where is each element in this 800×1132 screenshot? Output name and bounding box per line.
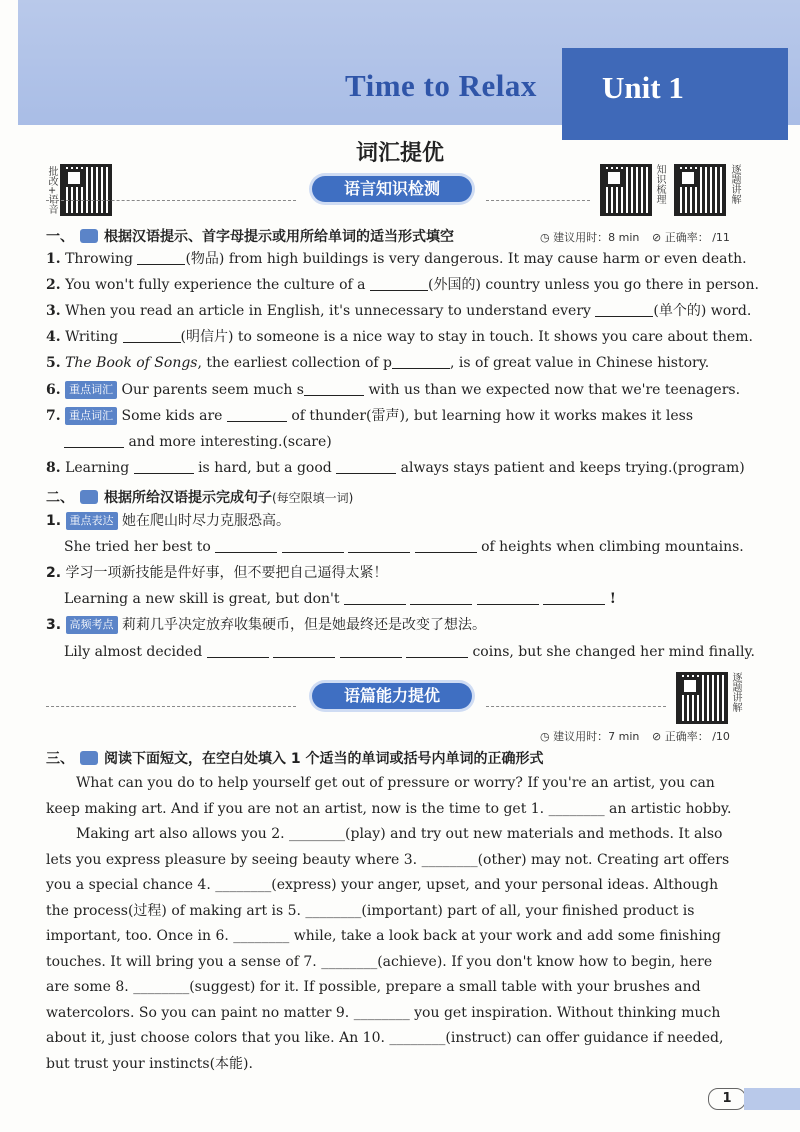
divider xyxy=(46,200,296,201)
passage-line: about it, just choose colors that you like. An 10. ________(instruct) can offer guidance if needed, xyxy=(46,1030,724,1046)
qr-code-icon[interactable] xyxy=(60,164,112,216)
part1-time: ◷ 建议用时：8 min xyxy=(540,231,640,244)
list-item: 1. Throwing (物品) from high buildings is very dangerous. It may cause harm or even death. xyxy=(46,251,747,267)
list-item: 7. 重点词汇 Some kids are of thunder(雷声), but learning how it works makes it less xyxy=(46,408,694,424)
banner-language-check: 语言知识检测 xyxy=(312,176,472,202)
answer-blank[interactable] xyxy=(370,276,428,291)
part2-heading: 二、 根据所给汉语提示完成句子(每空限填一词) xyxy=(46,490,354,506)
passage-line: you a special chance 4. ________(express) your anger, upset, and your personal ideas. Although xyxy=(46,877,719,893)
star-icon xyxy=(80,229,98,243)
passage-line: Making art also allows you 2. ________(play) and try out new materials and methods. It also xyxy=(76,826,723,842)
answer-blank[interactable] xyxy=(477,590,539,605)
answer-blank[interactable] xyxy=(64,433,124,448)
section-title: 词汇提优 xyxy=(355,141,444,166)
answer-blank[interactable] xyxy=(207,643,269,658)
unit-label: Unit 1 xyxy=(602,70,684,105)
key-vocab-tag: 重点词汇 xyxy=(65,381,117,399)
page-header-title: Time to Relax xyxy=(345,68,537,103)
divider xyxy=(46,706,296,707)
list-item: 8. Learning is hard, but a good always stays patient and keeps trying.(program) xyxy=(46,460,745,476)
qr-code-icon[interactable] xyxy=(600,164,652,216)
passage-line: lets you express pleasure by seeing beauty where 3. ________(other) may not. Creating art offers xyxy=(46,851,730,868)
passage-line: watercolors. So you can paint no matter 9. ________ you get inspiration. Without thinking much xyxy=(46,1004,721,1021)
passage-line: but trust your instincts(本能). xyxy=(46,1055,253,1072)
list-item: 2. You won't fully experience the culture of a (外国的) country unless you go there in person. xyxy=(46,277,759,293)
frequent-point-tag: 高频考点 xyxy=(66,616,118,634)
part1-heading: 一、 根据汉语提示、首字母提示或用所给单词的适当形式填空 xyxy=(46,229,454,245)
answer-blank[interactable] xyxy=(348,538,410,553)
star-icon xyxy=(80,490,98,504)
answer-blank[interactable] xyxy=(273,643,335,658)
answer-blank[interactable] xyxy=(415,538,477,553)
answer-blank[interactable] xyxy=(304,381,364,396)
answer-blank[interactable] xyxy=(227,407,287,422)
answer-blank[interactable] xyxy=(543,590,605,605)
answer-blank[interactable] xyxy=(134,459,194,474)
key-vocab-tag: 重点词汇 xyxy=(65,407,117,425)
qr-mid-label: 知识梳理 xyxy=(654,164,665,204)
part1-accuracy: ⊘ 正确率： /11 xyxy=(652,231,730,244)
qr-code-icon[interactable] xyxy=(674,164,726,216)
passage-line: What can you do to help yourself get out of pressure or worry? If you're an artist, you can xyxy=(76,775,715,791)
part3-heading: 三、 阅读下面短文，在空白处填入 1 个适当的单词或括号内单词的正确形式 xyxy=(46,751,544,767)
qr-left-label: 批改+语音 xyxy=(46,166,57,215)
answer-blank[interactable] xyxy=(137,250,185,265)
answer-blank[interactable] xyxy=(340,643,402,658)
list-item: 4. Writing (明信片) to someone is a nice way to stay in touch. It shows you care about them. xyxy=(46,329,754,345)
list-item: 5. The Book of Songs, the earliest collection of p , is of great value in Chinese history. xyxy=(46,355,710,371)
answer-blank[interactable] xyxy=(123,328,181,343)
list-item: 3. 高频考点 莉莉几乎决定放弃收集硬币，但是她最终还是改变了想法。 xyxy=(46,617,486,633)
passage-line: the process(过程) of making art is 5. ________(important) part of all, your finished product is xyxy=(46,902,695,919)
banner-passage-ability: 语篇能力提优 xyxy=(312,683,472,709)
qr-right2-label: 逐题讲解 xyxy=(730,672,741,712)
part3-time: ◷ 建议用时：7 min xyxy=(540,730,640,743)
passage-line: important, too. Once in 6. ________ while, take a look back at your work and add some finishing xyxy=(46,928,721,944)
list-item: 1. 重点表达 她在爬山时尽力克服恐高。 xyxy=(46,513,290,529)
page-number: 1 xyxy=(708,1088,746,1110)
list-item: 6. 重点词汇 Our parents seem much s with us than we expected now that we're teenagers. xyxy=(46,382,741,398)
list-item-english: She tried her best to of heights when climbing mountains. xyxy=(64,539,744,555)
list-item-english: Learning a new skill is great, but don't ! xyxy=(64,591,616,607)
answer-blank[interactable] xyxy=(406,643,468,658)
key-expression-tag: 重点表达 xyxy=(66,512,118,530)
divider xyxy=(486,200,590,201)
answer-blank[interactable] xyxy=(215,538,277,553)
passage-line: are some 8. ________(suggest) for it. If possible, prepare a small table with your brushes and xyxy=(46,979,701,995)
list-item: 2. 学习一项新技能是件好事，但不要把自己逼得太紧！ xyxy=(46,565,388,581)
qr-right-label: 逐题讲解 xyxy=(729,164,740,204)
passage-line: keep making art. And if you are not an artist, now is the time to get 1. ________ an artistic hobby. xyxy=(46,800,732,817)
answer-blank[interactable] xyxy=(410,590,472,605)
answer-blank[interactable] xyxy=(344,590,406,605)
divider xyxy=(486,706,666,707)
list-item-english: Lily almost decided coins, but she changed her mind finally. xyxy=(64,644,755,660)
list-item: 3. When you read an article in English, it's unnecessary to understand every (单个的) word. xyxy=(46,303,752,319)
answer-blank[interactable] xyxy=(595,302,653,317)
passage-line: touches. It will bring you a sense of 7. ________(achieve). If you don't know how to begin, here xyxy=(46,953,713,970)
part3-accuracy: ⊘ 正确率： /10 xyxy=(652,730,730,743)
qr-code-icon[interactable] xyxy=(676,672,728,724)
star-icon xyxy=(80,751,98,765)
answer-blank[interactable] xyxy=(336,459,396,474)
answer-blank[interactable] xyxy=(282,538,344,553)
list-item-continuation: and more interesting.(scare) xyxy=(64,433,332,451)
page-tab xyxy=(744,1088,800,1110)
reading-passage xyxy=(46,771,742,1077)
answer-blank[interactable] xyxy=(392,354,450,369)
